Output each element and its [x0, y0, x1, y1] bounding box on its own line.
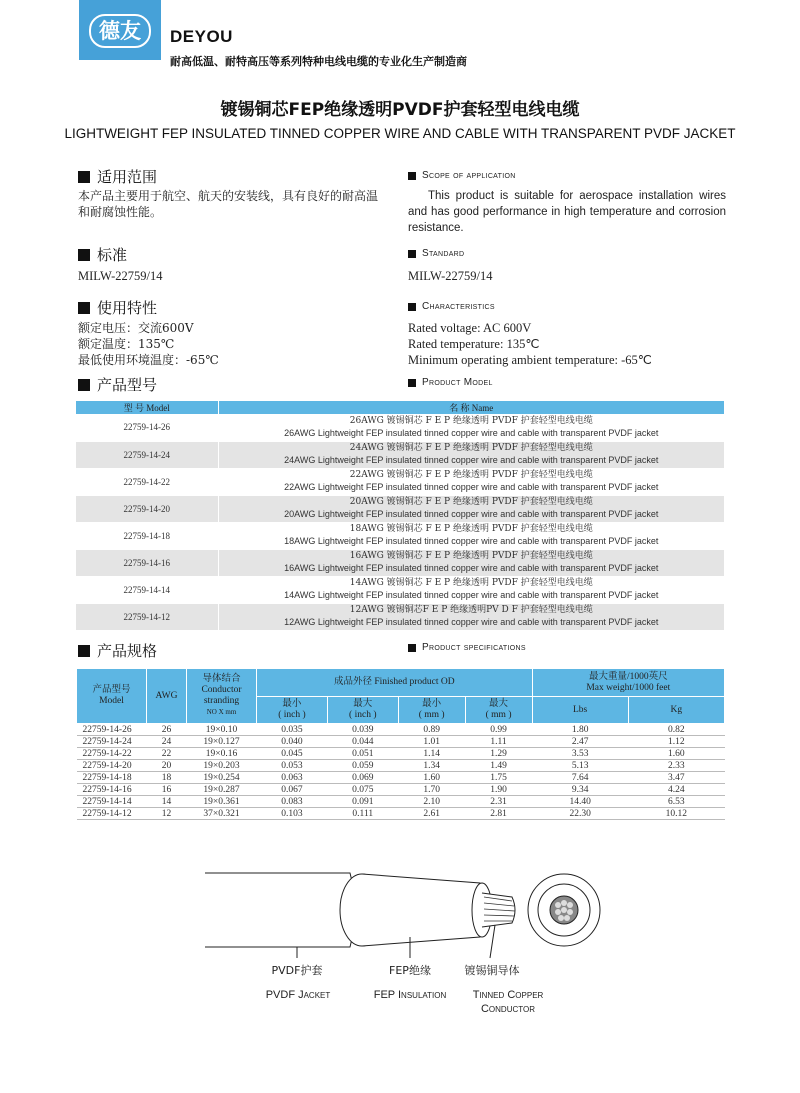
spec-header-conductor: 导体结合 Conductor stranding NO X mm [187, 669, 257, 724]
spec-max-inch-cell: 0.075 [327, 784, 398, 796]
spec-model-cell: 22759-14-14 [77, 796, 147, 808]
table-row [76, 522, 725, 549]
brand-name: DEYOU [170, 27, 233, 46]
spec-min-inch-cell: 0.053 [257, 760, 328, 772]
spec-min-mm-cell: 1.60 [398, 772, 465, 784]
spec-min-mm-cell: 1.14 [398, 748, 465, 760]
spec-lbs-cell: 2.47 [532, 736, 628, 748]
square-bullet-icon [78, 249, 90, 261]
name-en: 22AWG Lightweight FEP insulated tinned copper wire and cable with transparent PVDF jacket [284, 482, 659, 492]
spec-table [76, 668, 725, 820]
spec-min-inch-cell: 0.067 [257, 784, 328, 796]
spec-header-max-mm: 最大 ( mm ) [465, 697, 532, 724]
square-bullet-icon [408, 644, 416, 652]
spec-lbs-cell: 1.80 [532, 724, 628, 736]
spec-kg-cell: 0.82 [628, 724, 724, 736]
characteristic-temperature-en: Rated temperature: 135℃ [408, 337, 540, 351]
spec-conductor-cell: 19×0.16 [187, 748, 257, 760]
spec-max-inch-cell: 0.059 [327, 760, 398, 772]
model-table-header-name: 名 称 Name [218, 401, 725, 414]
spec-max-mm-cell: 0.99 [465, 724, 532, 736]
model-table [76, 401, 725, 631]
name-en: 16AWG Lightweight FEP insulated tinned copper wire and cable with transparent PVDF jacket [284, 563, 659, 573]
spec-lbs-cell: 5.13 [532, 760, 628, 772]
model-cell: 22759-14-22 [76, 468, 218, 495]
spec-awg-cell: 26 [147, 724, 187, 736]
name-cn: 24AWG 镀锡铜芯 F E P 绝缘透明 PVDF 护套轻型电线电缆 [349, 443, 593, 453]
table-row [76, 441, 725, 468]
spec-awg-cell: 12 [147, 808, 187, 820]
characteristic-voltage-en: Rated voltage: AC 600V [408, 321, 532, 335]
standard-text-en: MILW-22759/14 [408, 269, 493, 283]
spec-header-od: 成品外径 Finished product OD [257, 669, 533, 697]
model-cell: 22759-14-20 [76, 495, 218, 522]
spec-min-inch-cell: 0.063 [257, 772, 328, 784]
spec-min-inch-cell: 0.083 [257, 796, 328, 808]
page-title-en: LIGHTWEIGHT FEP INSULATED TINNED COPPER WIRE AND CABLE WITH TRANSPARENT PVDF JACKET [64, 126, 736, 141]
label-fep-insulation-en: FEP Insulation [373, 989, 447, 1001]
table-row [76, 603, 725, 630]
spec-awg-cell: 22 [147, 748, 187, 760]
characteristic-min-temp-en: Minimum operating ambient temperature: -65℃ [408, 353, 652, 367]
spec-conductor-cell: 19×0.127 [187, 736, 257, 748]
spec-max-mm-cell: 2.31 [465, 796, 532, 808]
spec-model-cell: 22759-14-22 [77, 748, 147, 760]
spec-model-cell: 22759-14-18 [77, 772, 147, 784]
spec-min-mm-cell: 1.01 [398, 736, 465, 748]
label-pvdf-jacket-cn: PVDF护套 [271, 964, 323, 977]
characteristics-list-cn [78, 320, 219, 368]
table-row [77, 772, 725, 784]
spec-max-mm-cell: 1.90 [465, 784, 532, 796]
table-row [76, 495, 725, 522]
spec-max-inch-cell: 0.069 [327, 772, 398, 784]
fep-insulation-shape [362, 874, 486, 946]
spec-header-min-mm: 最小 ( mm ) [398, 697, 465, 724]
label-pvdf-jacket-en: PVDF Jacket [265, 989, 331, 1001]
table-row [76, 468, 725, 495]
section-heading-spec-cn: 产品规格 [78, 640, 157, 661]
section-heading-scope-cn: 适用范围 [78, 166, 157, 187]
name-cn: 18AWG 镀锡铜芯 F E P 绝缘透明 PVDF 护套轻型电线电缆 [349, 524, 593, 534]
page-title-cn: 镀锡铜芯FEP绝缘透明PVDF护套轻型电线电缆 [220, 100, 580, 120]
spec-conductor-cell: 19×0.287 [187, 784, 257, 796]
table-row [76, 576, 725, 603]
spec-conductor-cell: 19×0.254 [187, 772, 257, 784]
name-cn: 12AWG 镀锡铜芯F E P 绝缘透明PV D F 护套轻型电线电缆 [349, 605, 593, 615]
spec-header-model: 产品型号 Model [77, 669, 147, 724]
spec-min-mm-cell: 2.10 [398, 796, 465, 808]
spec-max-mm-cell: 2.81 [465, 808, 532, 820]
name-cn: 26AWG 镀锡铜芯 F E P 绝缘透明 PVDF 护套轻型电线电缆 [349, 415, 593, 426]
spec-min-inch-cell: 0.040 [257, 736, 328, 748]
spec-kg-cell: 3.47 [628, 772, 724, 784]
model-cell: 22759-14-12 [76, 603, 218, 630]
spec-max-mm-cell: 1.75 [465, 772, 532, 784]
spec-kg-cell: 10.12 [628, 808, 724, 820]
name-cell [218, 522, 725, 549]
spec-header-max-inch: 最大 ( inch ) [327, 697, 398, 724]
spec-min-inch-cell: 0.045 [257, 748, 328, 760]
square-bullet-icon [78, 302, 90, 314]
name-en: 14AWG Lightweight FEP insulated tinned copper wire and cable with transparent PVDF jacket [284, 590, 659, 600]
cable-diagram [200, 855, 620, 965]
table-row [77, 736, 725, 748]
spec-kg-cell: 1.12 [628, 736, 724, 748]
square-bullet-icon [78, 645, 90, 657]
spec-max-inch-cell: 0.044 [327, 736, 398, 748]
spec-model-cell: 22759-14-20 [77, 760, 147, 772]
logo-text: 德友 [89, 14, 151, 48]
spec-lbs-cell: 7.64 [532, 772, 628, 784]
characteristic-min-temp-cn: 最低使用环境温度：-65℃ [78, 353, 219, 367]
spec-model-cell: 22759-14-26 [77, 724, 147, 736]
table-row [77, 748, 725, 760]
name-cn: 22AWG 镀锡铜芯 F E P 绝缘透明 PVDF 护套轻型电线电缆 [349, 470, 593, 480]
spec-max-inch-cell: 0.111 [327, 808, 398, 820]
name-cn: 20AWG 镀锡铜芯 F E P 绝缘透明 PVDF 护套轻型电线电缆 [349, 497, 593, 507]
section-heading-spec-en: Product specifications [408, 642, 526, 653]
square-bullet-icon [408, 379, 416, 387]
characteristic-temperature-cn: 额定温度：135℃ [78, 337, 175, 351]
spec-model-cell: 22759-14-16 [77, 784, 147, 796]
label-fep-insulation-cn: FEP绝缘 [389, 964, 431, 977]
model-cell: 22759-14-26 [76, 414, 218, 441]
spec-kg-cell: 2.33 [628, 760, 724, 772]
table-row [76, 414, 725, 441]
model-table-header-model: 型 号 Model [76, 401, 218, 414]
label-tinned-copper-cn: 镀锡铜导体 [464, 964, 520, 977]
spec-lbs-cell: 9.34 [532, 784, 628, 796]
name-cell [218, 603, 725, 630]
section-heading-standard-en: Standard [408, 248, 464, 259]
section-heading-scope-en: Scope of application [408, 170, 516, 181]
spec-awg-cell: 16 [147, 784, 187, 796]
spec-kg-cell: 1.60 [628, 748, 724, 760]
spec-max-mm-cell: 1.11 [465, 736, 532, 748]
scope-text-cn: 本产品主要用于航空、航天的安装线，具有良好的耐高温和耐腐蚀性能。 [78, 189, 379, 219]
square-bullet-icon [408, 303, 416, 311]
spec-min-inch-cell: 0.035 [257, 724, 328, 736]
name-cell [218, 576, 725, 603]
model-cell: 22759-14-18 [76, 522, 218, 549]
model-cell: 22759-14-24 [76, 441, 218, 468]
spec-conductor-cell: 37×0.321 [187, 808, 257, 820]
name-en: 26AWG Lightweight FEP insulated tinned copper wire and cable with transparent PVDF jacket [284, 427, 659, 438]
name-cell [218, 549, 725, 576]
table-row [77, 796, 725, 808]
label-tinned-copper-en: Tinned Copper Conductor [472, 989, 544, 1015]
section-heading-standard-cn: 标准 [78, 244, 127, 265]
table-row [77, 784, 725, 796]
spec-lbs-cell: 22.30 [532, 808, 628, 820]
square-bullet-icon [408, 172, 416, 180]
spec-min-inch-cell: 0.103 [257, 808, 328, 820]
spec-lbs-cell: 14.40 [532, 796, 628, 808]
scope-text-en: This product is suitable for aerospace installation wires and has good performance in high temperature and corrosion resistance. [408, 190, 726, 234]
standard-text-cn: MILW-22759/14 [78, 269, 163, 283]
spec-awg-cell: 18 [147, 772, 187, 784]
brand-tagline: 耐高低温、耐特高压等系列特种电线电缆的专业化生产制造商 [170, 55, 467, 68]
spec-lbs-cell: 3.53 [532, 748, 628, 760]
spec-min-mm-cell: 2.61 [398, 808, 465, 820]
table-row [77, 724, 725, 736]
section-heading-characteristics-cn: 使用特性 [78, 297, 157, 318]
spec-kg-cell: 6.53 [628, 796, 724, 808]
model-cell: 22759-14-16 [76, 549, 218, 576]
spec-header-kg: Kg [628, 697, 724, 724]
table-row [76, 549, 725, 576]
spec-header-min-inch: 最小 ( inch ) [257, 697, 328, 724]
spec-kg-cell: 4.24 [628, 784, 724, 796]
spec-awg-cell: 14 [147, 796, 187, 808]
square-bullet-icon [408, 250, 416, 258]
name-cn: 14AWG 镀锡铜芯 F E P 绝缘透明 PVDF 护套轻型电线电缆 [349, 578, 593, 588]
company-logo [79, 0, 161, 60]
spec-header-awg: AWG [147, 669, 187, 724]
name-en: 18AWG Lightweight FEP insulated tinned copper wire and cable with transparent PVDF jacket [284, 536, 659, 546]
table-row [77, 808, 725, 820]
section-heading-model-en: Product Model [408, 377, 493, 388]
spec-header-lbs: Lbs [532, 697, 628, 724]
characteristic-voltage-cn: 额定电压：交流600V [78, 321, 194, 335]
name-cell [218, 495, 725, 522]
square-bullet-icon [78, 171, 90, 183]
spec-awg-cell: 20 [147, 760, 187, 772]
name-cell [218, 468, 725, 495]
spec-max-mm-cell: 1.49 [465, 760, 532, 772]
spec-conductor-cell: 19×0.203 [187, 760, 257, 772]
name-cn: 16AWG 镀锡铜芯 F E P 绝缘透明 PVDF 护套轻型电线电缆 [349, 551, 593, 561]
spec-conductor-cell: 19×0.10 [187, 724, 257, 736]
spec-max-inch-cell: 0.039 [327, 724, 398, 736]
spec-max-inch-cell: 0.091 [327, 796, 398, 808]
spec-max-mm-cell: 1.29 [465, 748, 532, 760]
spec-min-mm-cell: 0.89 [398, 724, 465, 736]
name-cell [218, 441, 725, 468]
name-en: 20AWG Lightweight FEP insulated tinned copper wire and cable with transparent PVDF jacket [284, 509, 659, 519]
name-en: 12AWG Lightweight FEP insulated tinned copper wire and cable with transparent PVDF jacket [284, 617, 659, 627]
table-row [77, 760, 725, 772]
spec-model-cell: 22759-14-24 [77, 736, 147, 748]
spec-awg-cell: 24 [147, 736, 187, 748]
spec-header-weight: 最大重量/1000英尺 Max weight/1000 feet [532, 669, 724, 697]
model-cell: 22759-14-14 [76, 576, 218, 603]
spec-min-mm-cell: 1.34 [398, 760, 465, 772]
section-heading-model-cn: 产品型号 [78, 374, 157, 395]
spec-model-cell: 22759-14-12 [77, 808, 147, 820]
section-heading-characteristics-en: Characteristics [408, 301, 495, 312]
square-bullet-icon [78, 379, 90, 391]
name-cell [218, 414, 725, 441]
pvdf-jacket-shape [205, 873, 355, 947]
name-en: 24AWG Lightweight FEP insulated tinned copper wire and cable with transparent PVDF jacket [284, 455, 659, 465]
characteristics-list-en [408, 320, 652, 368]
spec-conductor-cell: 19×0.361 [187, 796, 257, 808]
spec-min-mm-cell: 1.70 [398, 784, 465, 796]
spec-max-inch-cell: 0.051 [327, 748, 398, 760]
